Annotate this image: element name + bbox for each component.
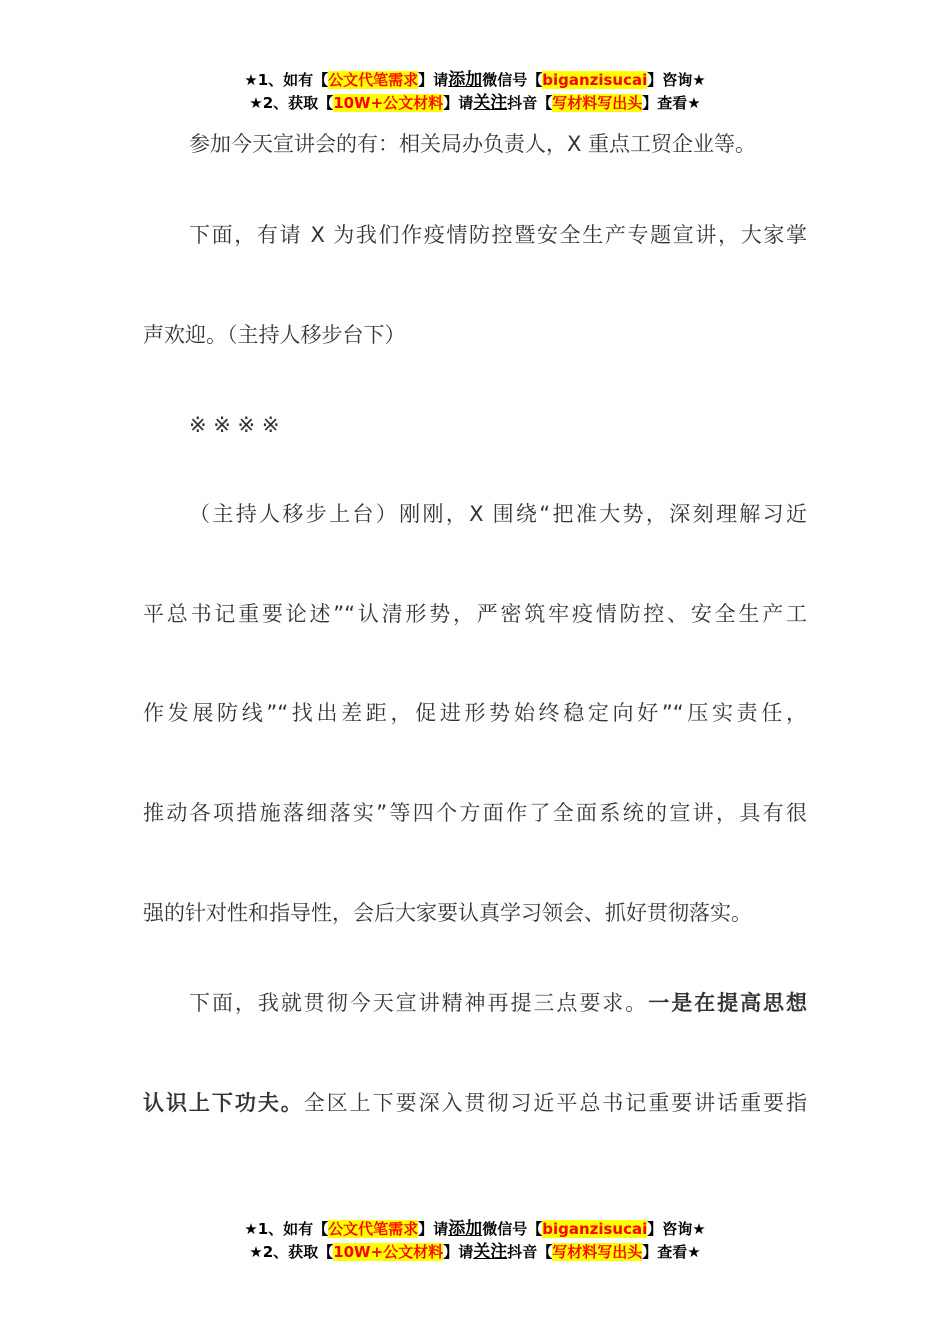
plain-text: 下面，我就贯彻今天宣讲精神再提三点要求。	[189, 991, 649, 1015]
paragraph-line: 平总书记重要论述”“认清形势，严密筑牢疫情防控、安全生产工	[143, 602, 807, 626]
banner-underline: 添加	[448, 1219, 483, 1239]
banner-text: 】请	[443, 1243, 474, 1261]
banner-highlight: 写材料写出头	[552, 94, 643, 112]
paragraph-line	[143, 1090, 807, 1116]
banner-line-1	[0, 1218, 950, 1241]
banner-text: ★1、如有【	[244, 71, 329, 89]
paragraph-line	[189, 990, 807, 1016]
section-separator: ※ ※ ※ ※	[189, 413, 280, 437]
bold-text: 认识上下功夫。	[143, 1091, 304, 1115]
banner-text: 】咨询★	[647, 1220, 706, 1238]
banner-highlight: biganzisucai	[542, 1220, 648, 1238]
banner-text: 】查看★	[642, 94, 701, 112]
banner-highlight: biganzisucai	[542, 71, 648, 89]
banner-highlight: 10W+公文材料	[333, 94, 444, 112]
banner-text: ★1、如有【	[244, 1220, 329, 1238]
banner-text: ★2、获取【	[249, 1243, 334, 1261]
banner-line-1	[0, 69, 950, 92]
paragraph-line: 推动各项措施落细落实”等四个方面作了全面系统的宣讲，具有很	[143, 801, 807, 825]
banner-text: 抖音【	[507, 94, 553, 112]
bold-text: 一是在提高思想	[648, 991, 808, 1015]
banner-highlight: 写材料写出头	[552, 1243, 643, 1261]
paragraph-line: 作发展防线”“找出差距，促进形势始终稳定向好”“压实责任，	[143, 701, 807, 725]
footer-banner	[0, 1218, 950, 1264]
banner-line-2	[0, 92, 950, 115]
plain-text: 全区上下要深入贯彻习近平总书记重要讲话重要指	[303, 1091, 807, 1115]
header-banner	[0, 69, 950, 115]
banner-text: 微信号【	[482, 1220, 543, 1238]
paragraph-line: （主持人移步上台）刚刚，X 围绕“把准大势，深刻理解习近	[189, 502, 807, 526]
banner-text: 】请	[418, 1220, 449, 1238]
banner-text: 微信号【	[482, 71, 543, 89]
banner-underline: 关注	[473, 93, 508, 113]
banner-highlight: 公文代笔需求	[328, 71, 419, 89]
paragraph-line: 声欢迎。（主持人移步台下）	[143, 323, 406, 347]
paragraph-line: 强的针对性和指导性，会后大家要认真学习领会、抓好贯彻落实。	[143, 901, 752, 925]
banner-highlight: 公文代笔需求	[328, 1220, 419, 1238]
paragraph-line: 下面，有请 X 为我们作疫情防控暨安全生产专题宣讲，大家掌	[189, 223, 807, 247]
banner-underline: 关注	[473, 1242, 508, 1262]
banner-line-2	[0, 1241, 950, 1264]
banner-text: 】咨询★	[647, 71, 706, 89]
banner-text: 抖音【	[507, 1243, 553, 1261]
banner-text: ★2、获取【	[249, 94, 334, 112]
banner-text: 】查看★	[642, 1243, 701, 1261]
banner-underline: 添加	[448, 70, 483, 90]
banner-text: 】请	[418, 71, 449, 89]
paragraph-line: 参加今天宣讲会的有：相关局办负责人，X 重点工贸企业等。	[189, 132, 757, 156]
banner-text: 】请	[443, 94, 474, 112]
banner-highlight: 10W+公文材料	[333, 1243, 444, 1261]
